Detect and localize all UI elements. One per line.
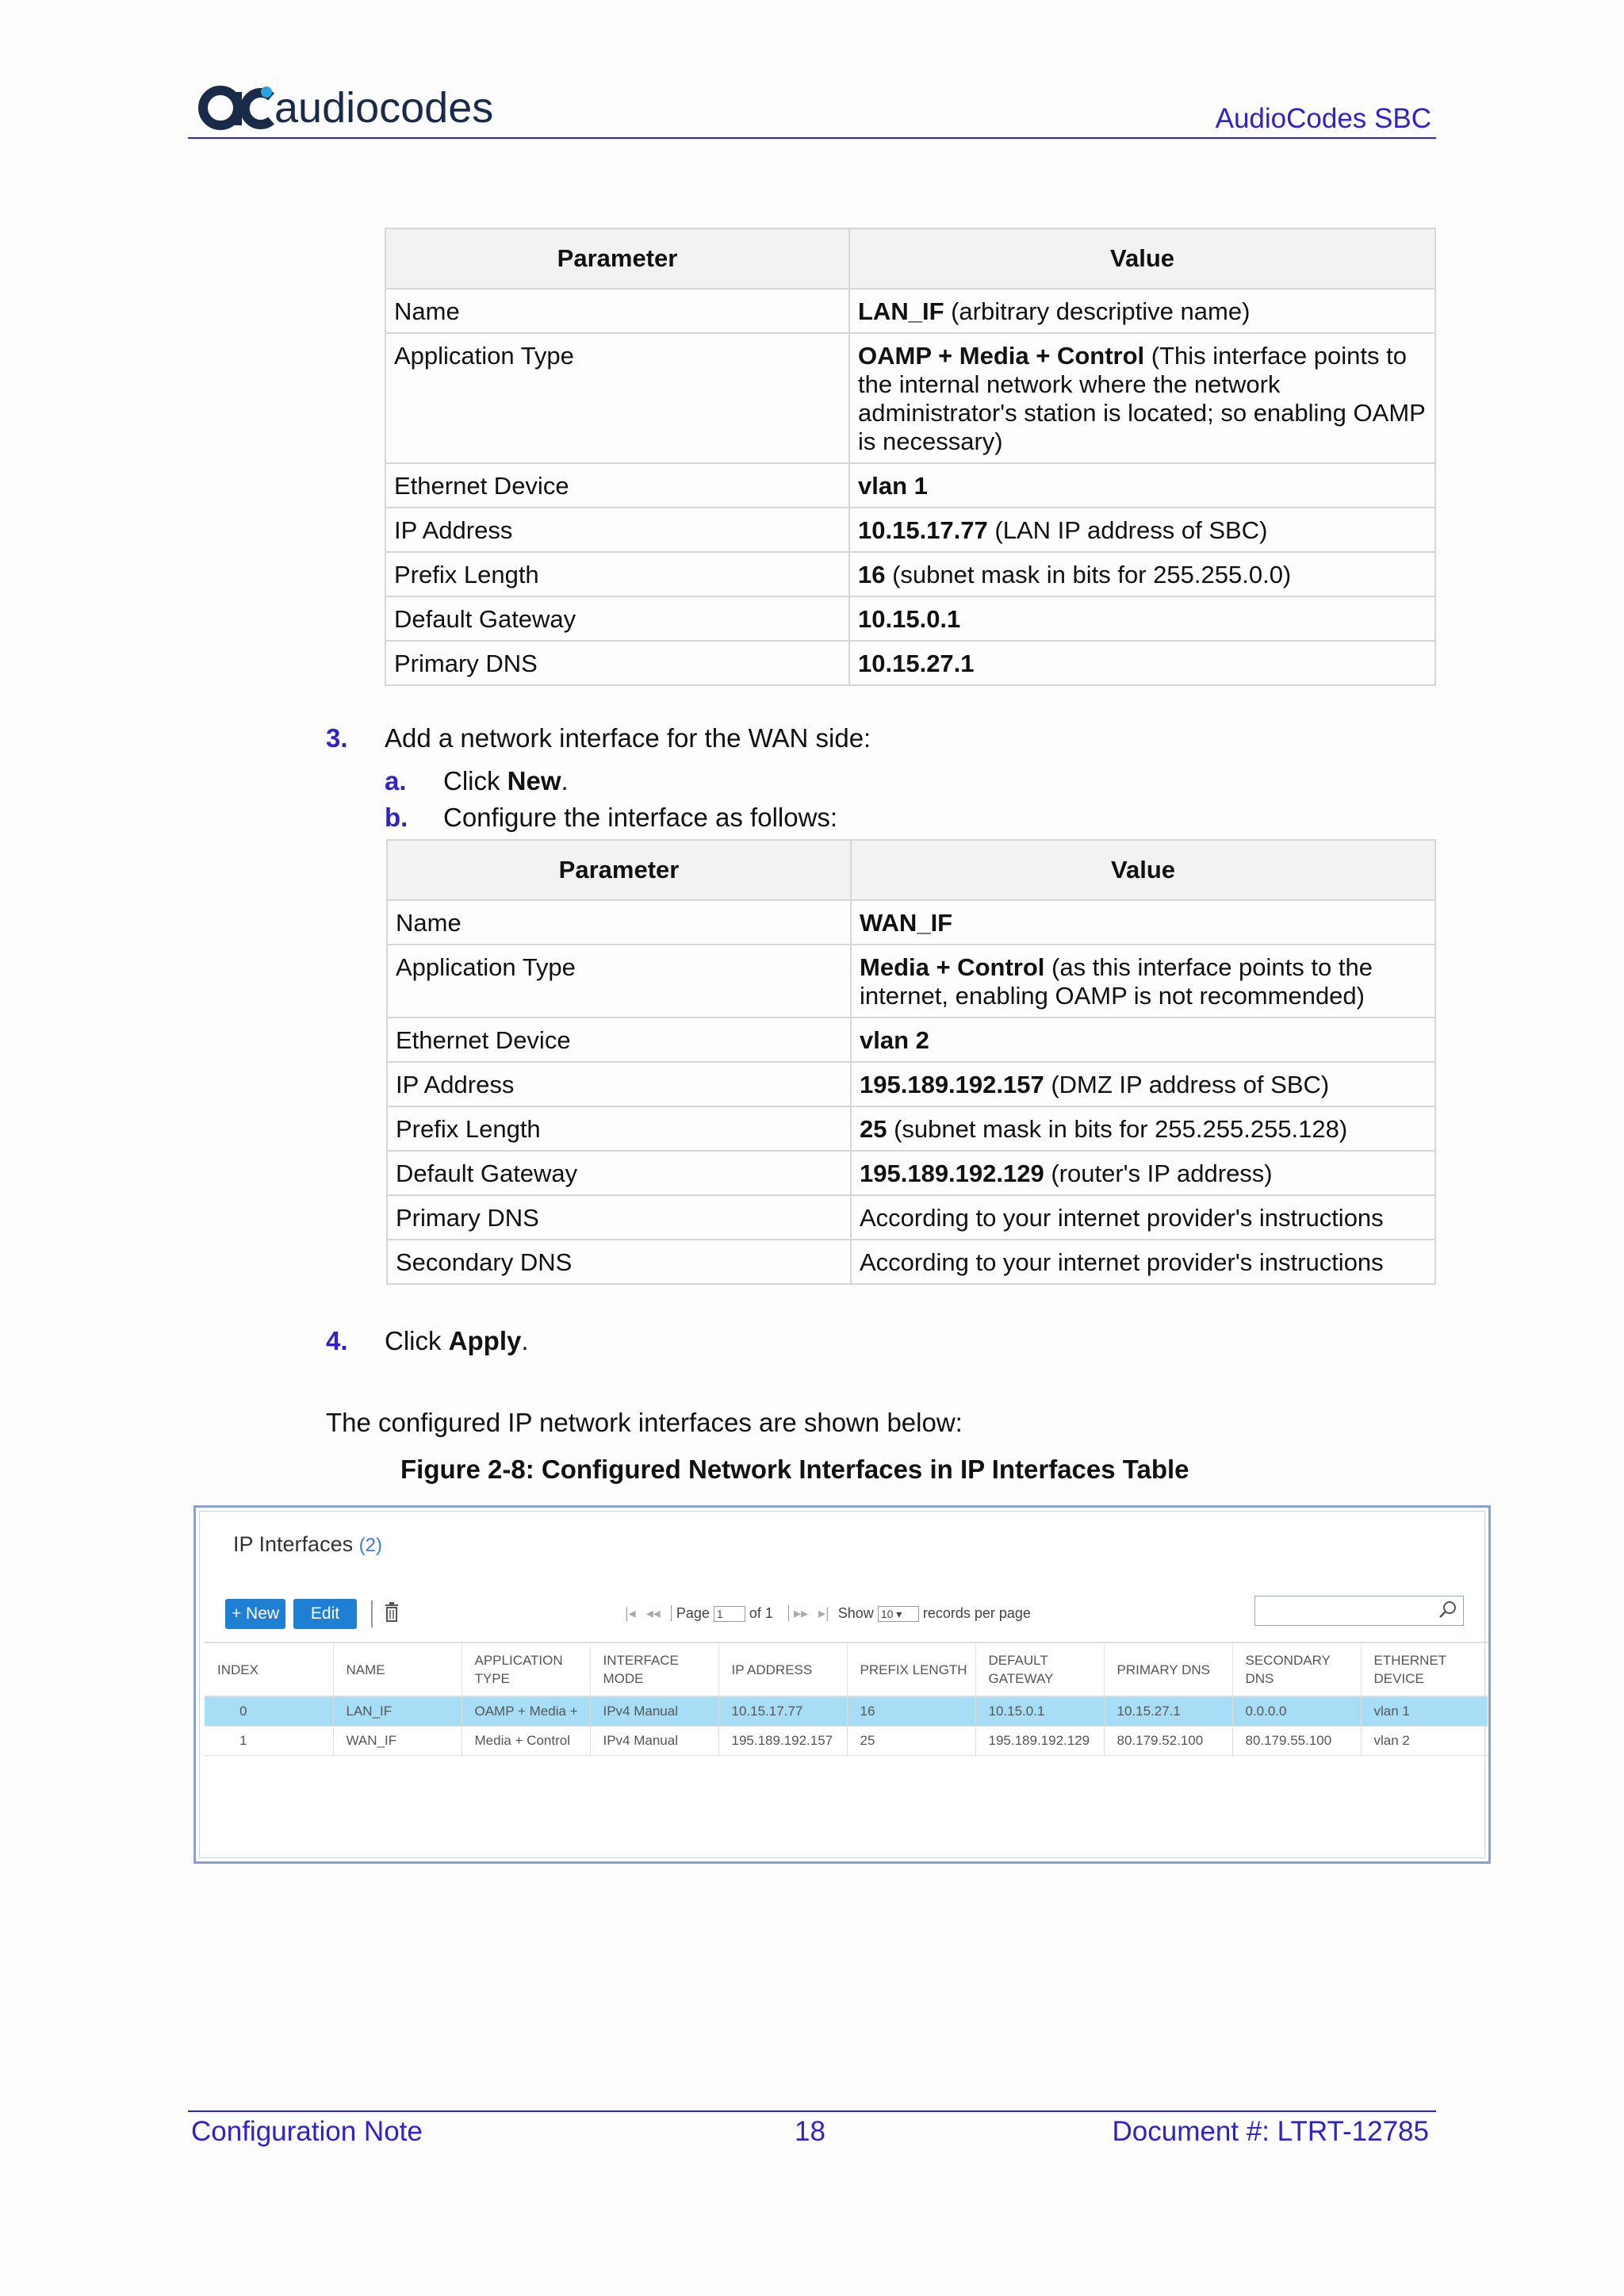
step-text: Click Apply. [385, 1326, 529, 1355]
parameter-cell: Ethernet Device [387, 1018, 851, 1062]
grid-column-header[interactable]: APPLICATION TYPE [462, 1642, 590, 1696]
value-bold: LAN_IF [858, 297, 944, 325]
step-number: 4. [326, 1326, 348, 1355]
parameter-cell: IP Address [387, 1062, 851, 1106]
parameter-cell: Secondary DNS [387, 1240, 851, 1284]
parameter-cell: Application Type [387, 945, 851, 1018]
parameter-cell: Prefix Length [385, 552, 849, 596]
substep-text: Click New. [443, 766, 569, 795]
value-cell [851, 1195, 1435, 1240]
edit-button[interactable]: Edit [293, 1599, 357, 1629]
table-row [387, 1240, 1435, 1284]
page-size-select[interactable]: 10 ▾ [878, 1606, 919, 1622]
grid-cell: 10.15.0.1 [975, 1696, 1104, 1727]
search-icon[interactable] [1438, 1600, 1458, 1620]
grid-cell: 10.15.27.1 [1104, 1696, 1232, 1727]
page-of-label: of 1 [749, 1605, 773, 1621]
table-row [387, 1151, 1435, 1195]
step-number: 3. [326, 723, 348, 753]
parameter-cell: Ethernet Device [385, 463, 849, 508]
column-header-value: Value [851, 840, 1435, 900]
value-cell [851, 1062, 1435, 1106]
table-row [385, 508, 1435, 552]
parameter-cell: Default Gateway [385, 596, 849, 641]
value-cell [849, 552, 1435, 596]
footer-divider [188, 2110, 1436, 2112]
step-text: Add a network interface for the WAN side: [385, 723, 871, 753]
grid-cell: IPv4 Manual [590, 1727, 718, 1756]
column-header-parameter: Parameter [387, 840, 851, 900]
value-cell [849, 463, 1435, 508]
ip-interfaces-screenshot [193, 1505, 1491, 1864]
grid-cell: OAMP + Media + [462, 1696, 590, 1727]
footer-page-number: 18 [795, 2116, 825, 2147]
grid-column-header[interactable]: NAME [333, 1642, 462, 1696]
prev-page-icon[interactable]: ◂◂ [645, 1605, 661, 1621]
grid-body [205, 1696, 1488, 1756]
value-bold: WAN_IF [860, 909, 953, 937]
parameter-cell: Prefix Length [387, 1106, 851, 1151]
column-header-value: Value [849, 228, 1435, 289]
record-count: (2) [358, 1535, 382, 1556]
next-page-icon[interactable]: ▸▸ [788, 1605, 808, 1621]
lan-table-body [385, 289, 1435, 685]
value-note: (router's IP address) [1044, 1159, 1273, 1187]
grid-column-header[interactable]: PREFIX LENGTH [847, 1642, 975, 1696]
value-cell [851, 1240, 1435, 1284]
table-row [387, 1018, 1435, 1062]
value-note: According to your internet provider's instructions [860, 1248, 1384, 1276]
records-per-page-label: records per page [922, 1605, 1031, 1621]
footer-doc-number: Document #: LTRT-12785 [1112, 2116, 1429, 2147]
grid-cell: vlan 1 [1361, 1696, 1488, 1727]
value-bold: 195.189.192.157 [860, 1071, 1044, 1098]
value-bold: 25 [860, 1115, 887, 1143]
value-bold: vlan 2 [860, 1026, 929, 1054]
table-row [387, 1106, 1435, 1151]
substep-letter: b. [385, 803, 408, 832]
parameter-cell: Default Gateway [387, 1151, 851, 1195]
table-row [385, 552, 1435, 596]
table-row [385, 463, 1435, 508]
grid-cell: Media + Control [462, 1727, 590, 1756]
value-note: (LAN IP address of SBC) [987, 516, 1268, 544]
grid-column-header[interactable]: IP ADDRESS [718, 1642, 847, 1696]
page-label: Page [671, 1605, 710, 1621]
grid-column-header[interactable]: SECONDARY DNS [1232, 1642, 1361, 1696]
table-row [385, 596, 1435, 641]
figure-intro: The configured IP network interfaces are shown below: [326, 1408, 963, 1437]
grid-header-row [205, 1642, 1488, 1696]
ip-interfaces-grid [205, 1642, 1488, 1756]
value-note: (subnet mask in bits for 255.255.255.128) [887, 1115, 1348, 1143]
audiocodes-logo [198, 76, 500, 133]
value-note: (DMZ IP address of SBC) [1044, 1071, 1330, 1098]
wan-parameter-table [386, 839, 1436, 1285]
value-bold: 10.15.17.77 [858, 516, 988, 544]
grid-cell: 1 [205, 1727, 333, 1756]
grid-cell: IPv4 Manual [590, 1696, 718, 1727]
grid-column-header[interactable]: PRIMARY DNS [1104, 1642, 1232, 1696]
table-row [387, 1195, 1435, 1240]
trash-icon[interactable] [384, 1602, 400, 1623]
substep-text: Configure the interface as follows: [443, 803, 838, 832]
value-cell [849, 289, 1435, 333]
page-input[interactable]: 1 [714, 1606, 745, 1622]
last-page-icon[interactable]: ▸| [818, 1605, 829, 1621]
value-cell [851, 1106, 1435, 1151]
value-bold: 16 [858, 561, 886, 588]
parameter-cell: Primary DNS [387, 1195, 851, 1240]
grid-column-header[interactable]: INDEX [205, 1642, 333, 1696]
table-row [385, 333, 1435, 463]
value-cell [849, 508, 1435, 552]
figure-caption: Figure 2-8: Configured Network Interfaces in IP Interfaces Table [400, 1455, 1189, 1484]
table-row [387, 945, 1435, 1018]
parameter-cell: Application Type [385, 333, 849, 463]
first-page-icon[interactable]: |◂ [625, 1605, 636, 1621]
value-cell [851, 900, 1435, 945]
grid-cell: vlan 2 [1361, 1727, 1488, 1756]
grid-row[interactable] [205, 1696, 1488, 1727]
value-bold: vlan 1 [858, 472, 928, 500]
parameter-cell: Name [385, 289, 849, 333]
table-row [385, 641, 1435, 685]
header-divider [188, 137, 1436, 139]
search-input[interactable] [1254, 1596, 1464, 1626]
table-row [387, 1062, 1435, 1106]
new-button[interactable]: + New [225, 1599, 285, 1629]
grid-cell: LAN_IF [333, 1696, 462, 1727]
grid-cell: 80.179.55.100 [1232, 1727, 1361, 1756]
column-header-parameter: Parameter [385, 228, 849, 289]
value-note: (as this interface points to the internet, enabling OAMP is not recommended) [860, 953, 1373, 1010]
panel-title [233, 1532, 382, 1557]
grid-column-header[interactable]: DEFAULT GATEWAY [975, 1642, 1104, 1696]
pagination [625, 1605, 1031, 1622]
grid-cell: 195.189.192.129 [975, 1727, 1104, 1756]
substep-letter: a. [385, 766, 407, 795]
value-cell [849, 641, 1435, 685]
value-cell [851, 1018, 1435, 1062]
grid-cell: 25 [847, 1727, 975, 1756]
lan-parameter-table [385, 228, 1436, 686]
value-bold: 195.189.192.129 [860, 1159, 1044, 1187]
logo-wordmark: audiocodes [274, 84, 494, 132]
value-bold: OAMP + Media + Control [858, 342, 1145, 370]
grid-column-header[interactable]: ETHERNET DEVICE [1361, 1642, 1488, 1696]
footer-doc-type: Configuration Note [191, 2116, 423, 2147]
value-cell [849, 333, 1435, 463]
panel-title-text: IP Interfaces [233, 1532, 354, 1556]
table-row [385, 289, 1435, 333]
grid-cell: 80.179.52.100 [1104, 1727, 1232, 1756]
value-note: (This interface points to the internal network where the network administrator's station is located; so enabling OAMP is necessary) [858, 342, 1426, 455]
grid-cell: 16 [847, 1696, 975, 1727]
value-note: (arbitrary descriptive name) [944, 297, 1251, 325]
value-note: (subnet mask in bits for 255.255.0.0) [885, 561, 1292, 588]
table-row [387, 900, 1435, 945]
value-cell [849, 596, 1435, 641]
parameter-cell: IP Address [385, 508, 849, 552]
value-cell [851, 945, 1435, 1018]
value-bold: 10.15.0.1 [858, 605, 961, 633]
wan-table-body [387, 900, 1435, 1284]
toolbar-divider [371, 1600, 373, 1627]
grid-column-header[interactable]: INTERFACE MODE [590, 1642, 718, 1696]
grid-cell: 10.15.17.77 [718, 1696, 847, 1727]
grid-cell: WAN_IF [333, 1727, 462, 1756]
value-cell [851, 1151, 1435, 1195]
value-bold: 10.15.27.1 [858, 650, 975, 677]
grid-cell: 0 [205, 1696, 333, 1727]
grid-cell: 0.0.0.0 [1232, 1696, 1361, 1727]
value-note: According to your internet provider's instructions [860, 1204, 1384, 1232]
parameter-cell: Name [387, 900, 851, 945]
grid-row[interactable] [205, 1727, 1488, 1756]
value-bold: Media + Control [860, 953, 1045, 981]
show-label: Show [837, 1605, 874, 1621]
grid-cell: 195.189.192.157 [718, 1727, 847, 1756]
header-title: AudioCodes SBC [1215, 103, 1431, 134]
parameter-cell: Primary DNS [385, 641, 849, 685]
ip-interfaces-panel [199, 1511, 1485, 1858]
